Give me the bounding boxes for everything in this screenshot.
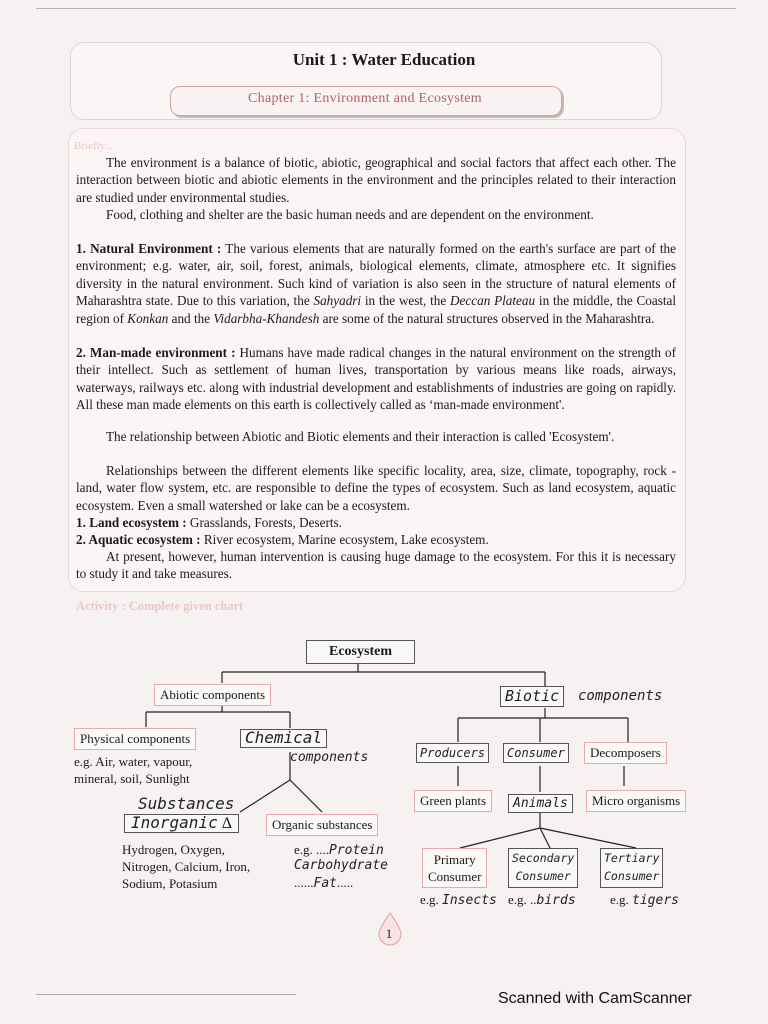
primary-eg-prefix: e.g. [420,892,439,907]
secondary-line1: Secondary [512,851,575,865]
aquatic-heading: 2. Aquatic ecosystem : [76,532,201,547]
physical-example-line2: mineral, soil, Sunlight [74,771,190,786]
chart-node-organic: Organic substances [266,814,378,836]
paragraph-needs: Food, clothing and shelter are the basic human needs and are dependent on the environment. [106,207,594,222]
connector-to-inorganic [240,780,290,812]
secondary-line2: Consumer [515,869,571,883]
chemical-text: Chemical [245,728,323,747]
page-number: 1 [385,926,393,941]
inorganic-example-line3: Sodium, Potasium [122,876,218,891]
animals-text: Animals [513,796,568,811]
tertiary-eg-prefix: e.g. [610,892,629,907]
activity-label: Activity : Complete given chart [76,599,244,613]
organic-eg-protein: Protein [329,843,384,858]
tertiary-line1: Tertiary [604,851,660,865]
tertiary-line2: Consumer [604,869,660,883]
natural-text-4: and the [171,310,211,326]
briefly-label: Briefly... [74,140,113,152]
paragraph-intro: The environment is a balance of biotic, abiotic, geographical and social factors that affect each other. The interaction between biotic and abiotic elements in the environment and the principles related to their interaction are studied under environmental studies. [76,155,676,205]
chart-node-abiotic: Abiotic components [154,684,271,706]
organic-eg-prefix: e.g. .... [294,842,330,857]
land-heading: 1. Land ecosystem : [76,515,187,530]
inorganic-text: Inorganic [131,813,218,832]
chart-node-ecosystem: Ecosystem [306,640,415,664]
tertiary-example [610,892,679,909]
natural-text-5: are some of the natural structures observed in the Maharashtra. [322,310,655,326]
camscanner-watermark: Scanned with CamScanner [498,990,692,1007]
inorganic-example-line1: Hydrogen, Oxygen, [122,842,225,857]
chart-node-biotic [500,686,564,707]
primary-line2: Consumer [428,869,482,884]
consumer-text: Consumer [507,746,565,760]
connector-to-primary [460,828,540,848]
bottom-rule [36,994,296,995]
manmade-heading: 2. Man-made environment : [76,345,236,360]
natural-konkan: Konkan [127,310,169,326]
natural-sahyadri: Sahyadri [313,293,362,309]
land-text: Grasslands, Forests, Deserts. [189,515,342,530]
chart-node-consumer [503,743,569,763]
inorganic-example-line2: Nitrogen, Calcium, Iron, [122,859,251,874]
natural-text-3: in the middle, the Coastal region of [76,293,677,326]
secondary-eg-prefix: e.g. .. [508,892,537,907]
biotic-text: Biotic [505,687,560,705]
secondary-eg-value: birds [536,893,576,908]
primary-example [420,892,497,909]
secondary-example [508,892,576,909]
primary-line1: Primary [433,852,476,867]
connector-to-secondary [540,828,550,848]
chapter-title: Chapter 1: Environment and Ecosystem [248,91,482,106]
natural-text: The various elements that are naturally formed on the earth's surface are part of the environment; e.g. water, air, soil, forest, animals, biological elements, climate, atmosphere etc. It signifies diversity in the natural environment. Such kind of variation is also seen in the structure of natural elements of Maharashtra state. Due to this variation, the [76,241,677,309]
organic-eg-fat: Fat [313,876,337,891]
natural-text-2: in the west, the [364,293,447,309]
chart-node-secondary [508,848,578,888]
chart-node-tertiary [600,848,663,888]
organic-eg-dots: ...... [294,875,314,890]
chart-node-physical: Physical components [74,728,196,750]
chart-node-producers [416,743,489,763]
paragraph-relationship: The relationship between Abiotic and Biotic elements and their interaction is called 'Ecosystem'. [106,429,615,444]
connector-to-organic [290,780,322,812]
connector-to-tertiary [540,828,636,848]
tertiary-eg-value: tigers [632,893,679,908]
chart-node-micro-organisms: Micro organisms [586,790,686,812]
paragraph-present: At present, however, human intervention is causing huge damage to the ecosystem. For this it is necessary to study it and take measures. [76,549,676,582]
natural-vidarbha: Vidarbha-Khandesh [213,310,320,326]
chart-node-primary [422,848,487,888]
organic-eg-tail: ..... [336,875,354,890]
primary-eg-value: Insects [442,893,497,908]
organic-example-2: Carbohydrate [294,858,388,873]
paragraph-types: Relationships between the different elements like specific locality, area, size, climate, topography, rock - land, water flow system, etc. are responsible to define the types of ecosystem. Such as land ecosystem, aquatic ecosystem. Even a small watershed or lake can be a ecosystem. [76,463,676,513]
organic-example-1 [294,842,384,859]
natural-heading: 1. Natural Environment : [76,241,222,256]
chart-node-decomposers: Decomposers [584,742,667,764]
chart-node-biotic-hand: components [578,688,663,704]
producers-text: Producers [420,746,486,760]
chart-node-chemical-hand: components [290,750,369,765]
natural-deccan: Deccan Plateau [450,293,536,309]
physical-example-line1: e.g. Air, water, vapour, [74,754,193,769]
unit-title: Unit 1 : Water Education [292,50,476,69]
chart-node-green-plants: Green plants [414,790,492,812]
aquatic-text: River ecosystem, Marine ecosystem, Lake ecosystem. [203,532,489,547]
chart-node-animals [508,794,573,813]
chart-node-chemical [240,729,327,748]
chart-node-inorganic: Inorganic Δ [124,814,239,833]
organic-example-3 [294,875,353,892]
manmade-text: Humans have made radical changes in the natural environment on the strength of their intellect. Such as settlement of human lives, transportation by various means like roads, airways, waterways, railways etc. along with industrial development and establishments of industries are going on rapidly. All these man made elements on this earth is collectively called as ‘man-made environment'. [76,345,677,413]
chart-node-substances-hand: Substances [138,794,235,813]
